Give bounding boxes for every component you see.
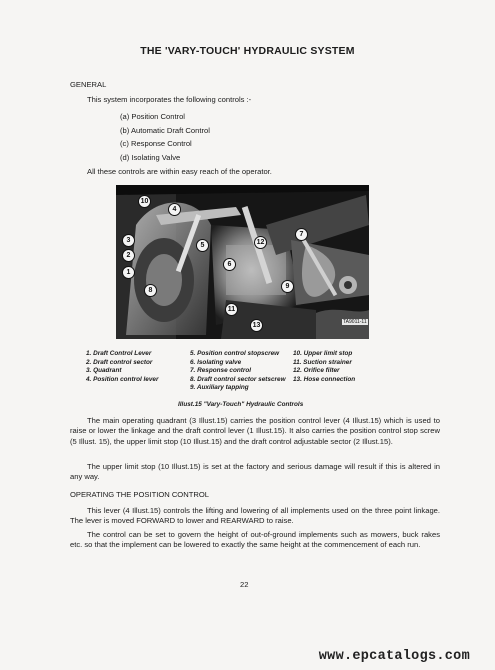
callout-13: 13: [250, 319, 263, 332]
list-item: (b) Automatic Draft Control: [120, 125, 210, 135]
callout-5: 5: [196, 239, 209, 252]
section-heading-general: GENERAL: [70, 80, 107, 89]
reach-text: All these controls are within easy reach of the operator.: [87, 167, 272, 176]
legend-column-3: [293, 350, 355, 384]
page-title: THE 'VARY-TOUCH' HYDRAULIC SYSTEM: [140, 45, 355, 57]
paragraph-upper-limit: The upper limit stop (10 Illust.15) is set at the factory and serious damage will result if this is altered in any way.: [70, 462, 440, 482]
page-number: 22: [240, 580, 249, 589]
callout-3: 3: [122, 234, 135, 247]
figure-tag: TA9011-11: [343, 319, 367, 325]
intro-text: This system incorporates the following controls :-: [87, 95, 252, 104]
callout-10: 10: [138, 195, 151, 208]
list-item: (d) Isolating Valve: [120, 152, 181, 162]
callout-7: 7: [295, 228, 308, 241]
legend-item: 8. Draft control sector setscrew: [190, 375, 286, 383]
legend-item: 4. Position control lever: [86, 375, 159, 383]
legend-item: 6. Isolating valve: [190, 358, 242, 366]
paragraph-lever: This lever (4 Illust.15) controls the lifting and lowering of all implements used on the three point linkage. The lever is moved FORWARD to lower and REARWARD to raise.: [70, 506, 440, 526]
legend-column-2: [190, 350, 286, 393]
legend-item: 13. Hose connection: [293, 375, 356, 383]
paragraph-control-setting: The control can be set to govern the height of out-of-ground implements such as mowers, buck rakes etc. so that the implement can be lowered to exactly the same height at the commencement of each run.: [70, 530, 440, 550]
legend-item: 11. Suction strainer: [293, 358, 352, 366]
legend-item: 9. Auxiliary tapping: [190, 384, 249, 392]
list-item: (a) Position Control: [120, 112, 185, 121]
legend-item: 12. Orifice filter: [293, 367, 340, 375]
hydraulic-controls-photo: [116, 185, 369, 339]
callout-4: 4: [168, 203, 181, 216]
controls-list: [120, 110, 210, 164]
callout-9: 9: [281, 280, 294, 293]
callout-6: 6: [223, 258, 236, 271]
legend-item: 10. Upper limit stop: [293, 350, 353, 357]
legend-column-1: [86, 350, 158, 384]
photo-illustration: [116, 185, 369, 339]
legend-item: 2. Draft control sector: [86, 358, 153, 366]
legend-item: 1. Draft Control Lever: [86, 350, 152, 357]
watermark: www.epcatalogs.com: [318, 649, 470, 664]
legend-item: 7. Response control: [190, 367, 252, 375]
paragraph-main-quadrant: The main operating quadrant (3 Illust.15) carries the position control lever (4 Illust.15) which is used to raise or lower the linkage and the draft control lever (1 Illust.15). It also carries the position control stop screw (5 Illust. 15), the upper limit stop (10 Illust.15) and the draft control adjustable sector (2 Illust.15).: [70, 416, 440, 446]
callout-2: 2: [122, 249, 135, 262]
callout-11: 11: [225, 303, 238, 316]
section-heading-position-control: OPERATING THE POSITION CONTROL: [70, 490, 209, 499]
callout-12: 12: [254, 236, 267, 249]
callout-1: 1: [122, 266, 135, 279]
legend-item: 3. Quadrant: [86, 367, 122, 375]
callout-8: 8: [144, 284, 157, 297]
list-item: (c) Response Control: [120, 139, 192, 148]
legend-item: 5. Position control stopscrew: [190, 350, 280, 357]
figure-caption: Illust.15 "Vary-Touch" Hydraulic Controls: [178, 401, 304, 408]
